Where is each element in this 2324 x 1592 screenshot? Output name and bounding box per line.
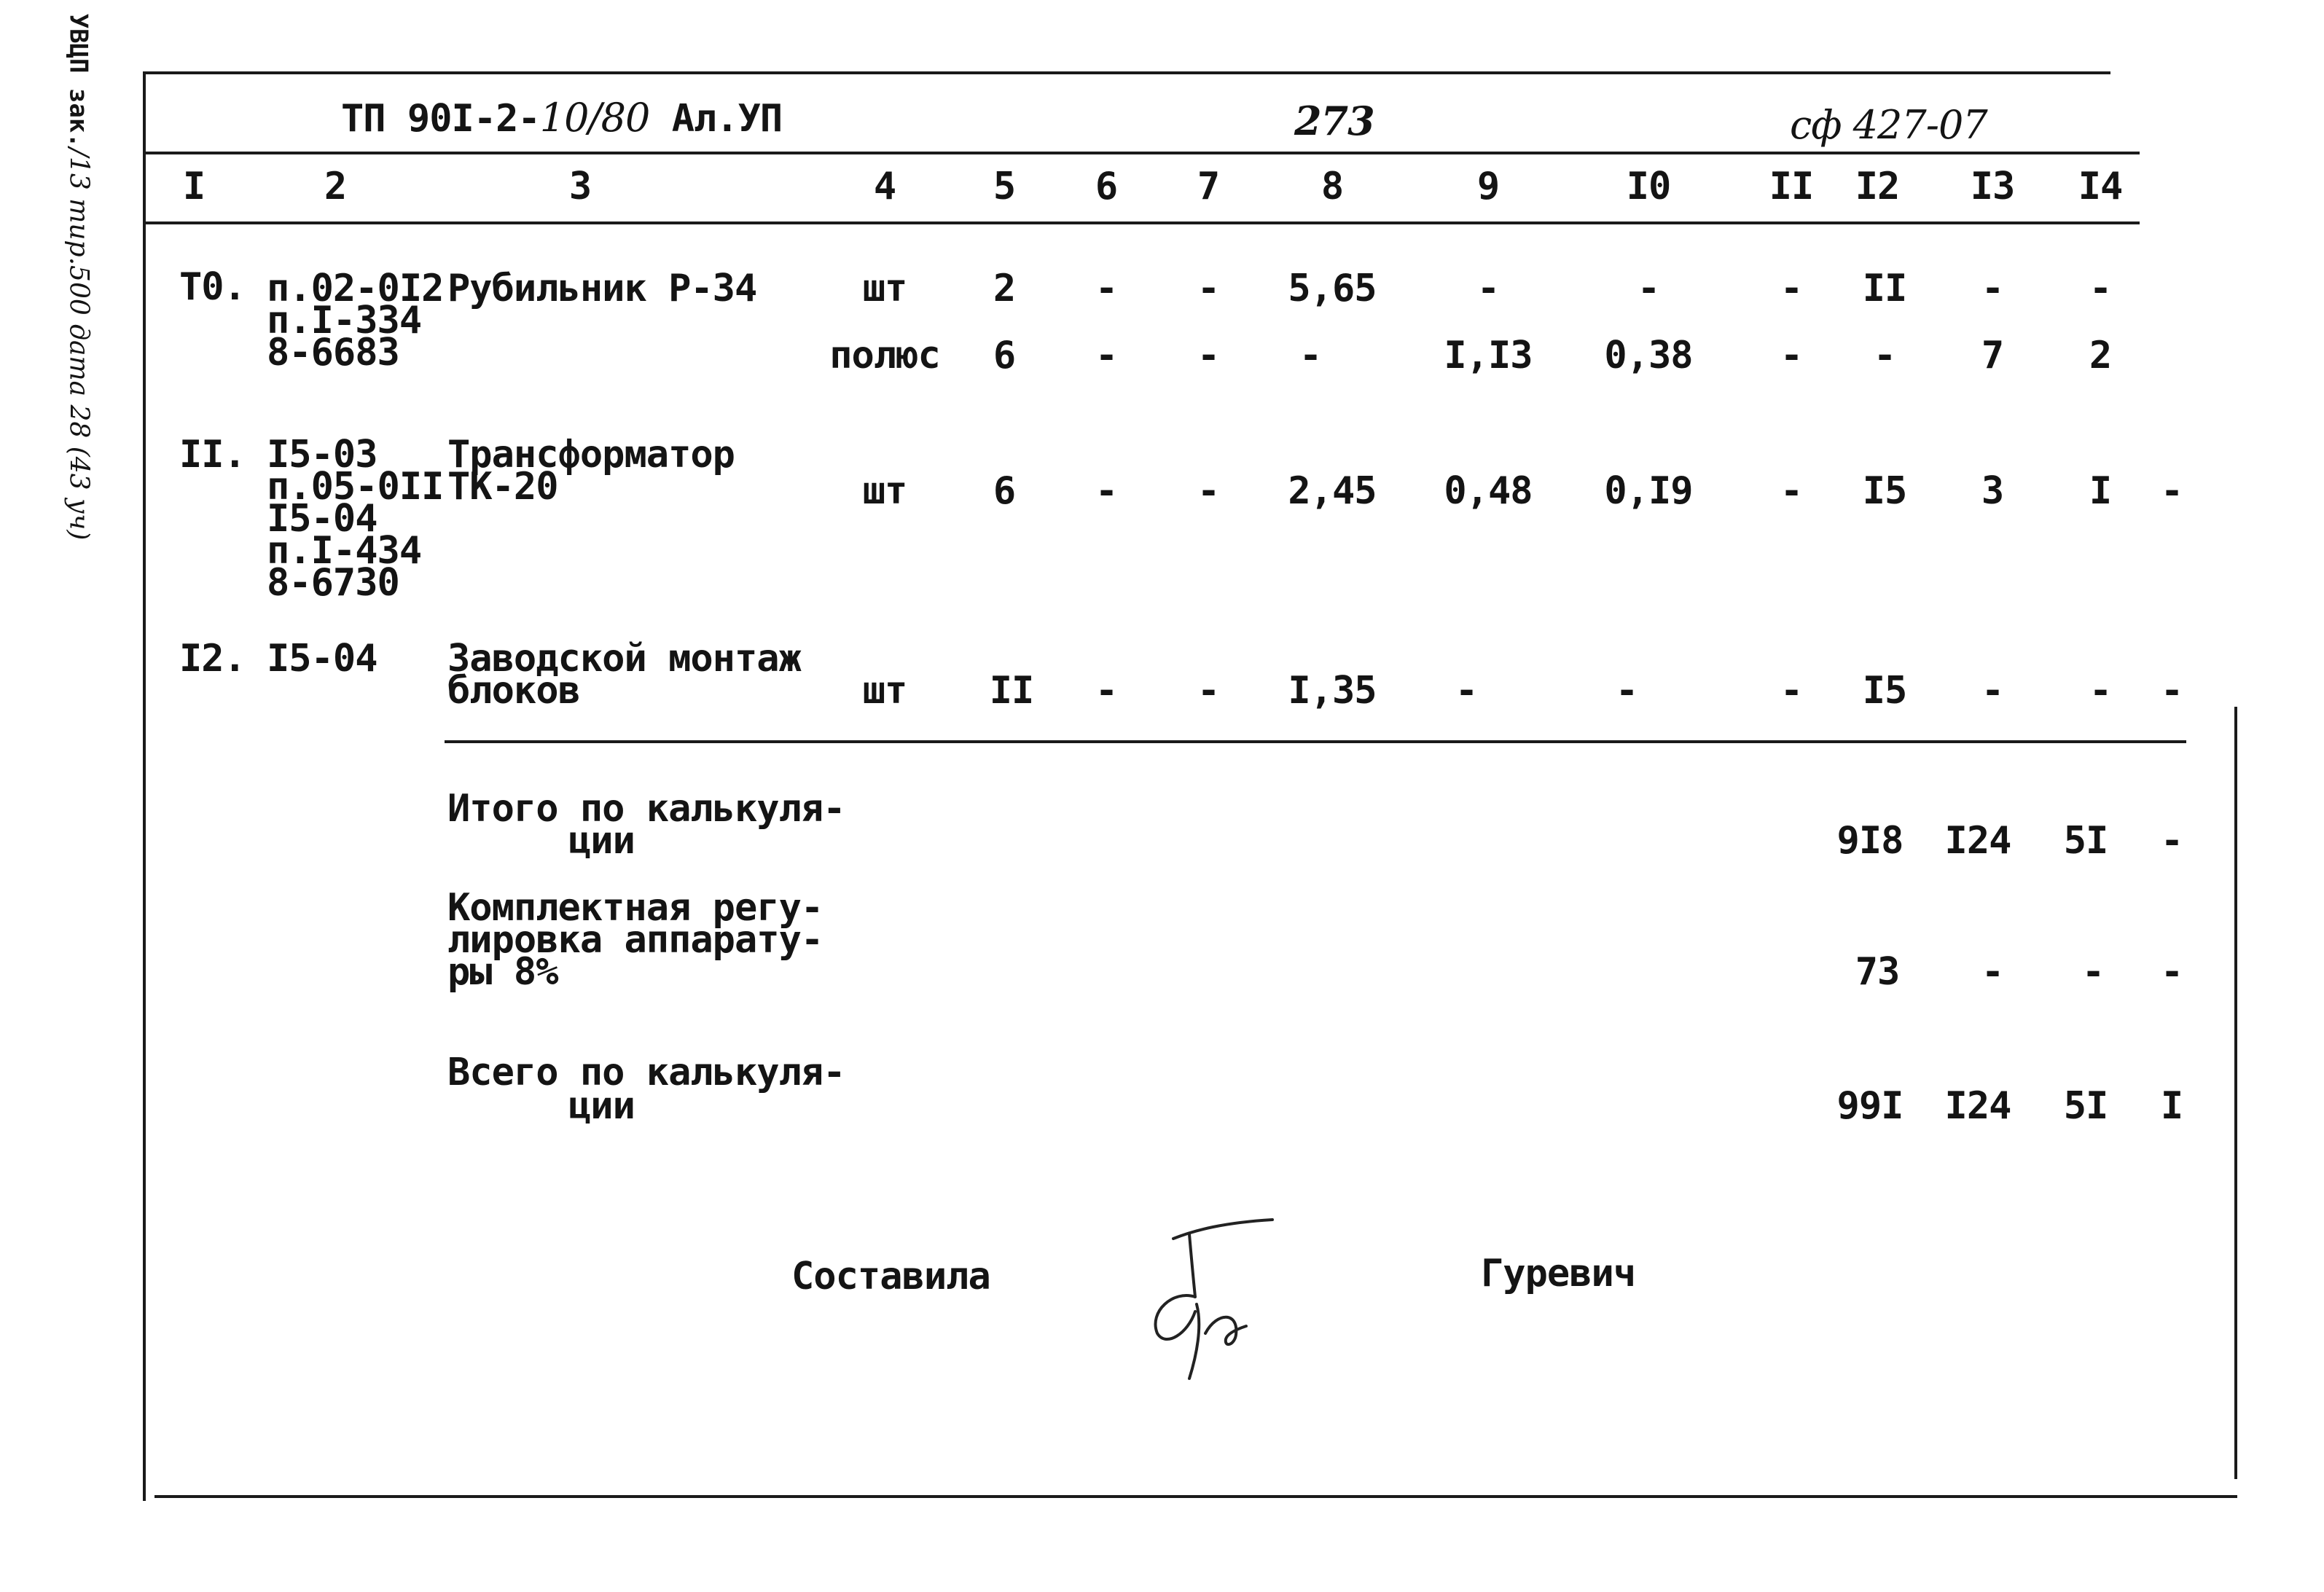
side-note-handwritten: /13 тир.500 дата 28 (43 уч) (63, 147, 94, 541)
totals-col12: 99I (1836, 1084, 1904, 1128)
row-code: 8-6683 (267, 331, 399, 375)
cell-col13: - (1981, 267, 2004, 310)
totals-col15: I (2160, 1084, 2183, 1128)
cell-col9: I,I3 (1444, 334, 1533, 377)
cell-unit: шт (862, 669, 907, 713)
row-name: Рубильник Р-34 (447, 267, 757, 310)
row-code: I5-03 (267, 433, 377, 477)
cell-col11: - (1780, 267, 1803, 310)
column-number: I0 (1626, 165, 1671, 208)
cell-col14: I (2089, 469, 2112, 513)
totals-label: Комплектная регу- (447, 886, 823, 930)
row-code: п.I-334 (267, 299, 422, 342)
cell-col14: - (2089, 267, 2112, 310)
totals-label: ции (568, 1084, 635, 1128)
cell-unit: полюс (829, 334, 940, 377)
cell-col7: - (1197, 669, 1220, 713)
frame-bottom-line (154, 1495, 2237, 1498)
cell-col10: - (1615, 669, 1638, 713)
totals-col15: - (2160, 950, 2183, 994)
doc-code-suffix: Ал.УП (649, 97, 783, 141)
frame-top-line (143, 71, 2110, 74)
row-name: Заводской монтаж (447, 637, 801, 681)
cell-unit: шт (862, 469, 907, 513)
doc-code (341, 95, 783, 141)
totals-col14: 5I (2063, 819, 2108, 863)
compiler-name: Гуревич (1481, 1252, 1636, 1295)
cell-unit: шт (862, 267, 907, 310)
cell-col13: - (1981, 669, 2004, 713)
side-note (64, 14, 94, 541)
cell-col8: I,35 (1288, 669, 1377, 713)
frame-right-line (2234, 707, 2237, 1479)
totals-col12: 9I8 (1836, 819, 1904, 863)
column-number: 6 (1095, 165, 1118, 208)
totals-col14: - (2081, 950, 2105, 994)
cell-col11: - (1780, 469, 1803, 513)
doc-code-handwritten: 10/80 (539, 95, 650, 141)
row-code: I5-04 (267, 637, 377, 681)
page-number: 273 (1294, 98, 1374, 144)
totals-col12: 73 (1855, 950, 1900, 994)
column-number: 9 (1476, 165, 1500, 208)
column-number: 4 (873, 165, 896, 208)
cell-col6: - (1095, 669, 1118, 713)
totals-col13: - (1981, 950, 2004, 994)
cell-col5: 2 (993, 267, 1016, 310)
column-number: I2 (1855, 165, 1900, 208)
row-number: I2. (179, 637, 246, 681)
frame-left-line (143, 71, 146, 1501)
row-code: п.I-434 (267, 529, 422, 573)
cell-col10: - (1637, 267, 1660, 310)
row-code: п.02-0I2 (267, 267, 444, 310)
cell-col9: - (1455, 669, 1478, 713)
header-divider (143, 152, 2140, 154)
cell-col14: 2 (2089, 334, 2112, 377)
cell-col11: - (1780, 334, 1803, 377)
row-code: I5-04 (267, 497, 377, 541)
cell-col10: 0,I9 (1604, 469, 1693, 513)
sheet-code: сф 427-07 (1790, 102, 1987, 148)
column-number: I (182, 165, 206, 208)
cell-col6: - (1095, 334, 1118, 377)
cell-col8: 5,65 (1288, 267, 1377, 310)
cell-col14: - (2089, 669, 2112, 713)
cell-col7: - (1197, 267, 1220, 310)
cell-col7: - (1197, 334, 1220, 377)
column-number: 3 (568, 165, 592, 208)
column-header-divider (143, 221, 2140, 224)
cell-col5: 6 (993, 469, 1016, 513)
totals-label: Итого по калькуля- (447, 787, 845, 831)
cell-col12: - (1873, 334, 1896, 377)
column-number: 7 (1197, 165, 1220, 208)
column-number: I3 (1970, 165, 2015, 208)
cell-col6: - (1095, 267, 1118, 310)
side-note-typed: УВЦП зак. (63, 13, 93, 148)
totals-divider (445, 740, 2186, 743)
row-name: Трансформатор (447, 433, 735, 477)
cell-col8: - (1299, 334, 1322, 377)
column-number: II (1769, 165, 1814, 208)
column-number: 8 (1321, 165, 1344, 208)
row-code: п.05-0II (267, 465, 444, 509)
cell-col8: 2,45 (1288, 469, 1377, 513)
row-name: ТК-20 (447, 465, 558, 509)
row-number: II. (179, 433, 246, 477)
cell-col6: - (1095, 469, 1118, 513)
cell-col12: I5 (1862, 469, 1907, 513)
row-number: T0. (179, 265, 246, 309)
column-number: 2 (324, 165, 347, 208)
doc-code-prefix: ТП 90I-2- (341, 97, 540, 141)
totals-label: лировка аппарату- (447, 918, 823, 962)
signature-icon (1144, 1209, 1290, 1384)
cell-col15: - (2160, 669, 2183, 713)
row-name: блоков (447, 669, 580, 713)
cell-col5: II (989, 669, 1034, 713)
cell-col11: - (1780, 669, 1803, 713)
totals-col15: - (2160, 819, 2183, 863)
cell-col12: II (1862, 267, 1907, 310)
cell-col15: - (2160, 469, 2183, 513)
cell-col12: I5 (1862, 669, 1907, 713)
cell-col13: 7 (1981, 334, 2004, 377)
row-code: 8-6730 (267, 561, 399, 605)
cell-col5: 6 (993, 334, 1016, 377)
column-number: 5 (993, 165, 1016, 208)
totals-label: Всего по калькуля- (447, 1051, 845, 1094)
totals-col13: I24 (1944, 819, 2011, 863)
totals-label: ры 8% (447, 950, 558, 994)
cell-col10: 0,38 (1604, 334, 1693, 377)
compiled-by-label: Составила (791, 1255, 990, 1298)
cell-col13: 3 (1981, 469, 2004, 513)
cell-col7: - (1197, 469, 1220, 513)
cell-col9: - (1476, 267, 1500, 310)
totals-col13: I24 (1944, 1084, 2011, 1128)
column-number: I4 (2078, 165, 2123, 208)
totals-col14: 5I (2063, 1084, 2108, 1128)
totals-label: ции (568, 819, 635, 863)
cell-col9: 0,48 (1444, 469, 1533, 513)
